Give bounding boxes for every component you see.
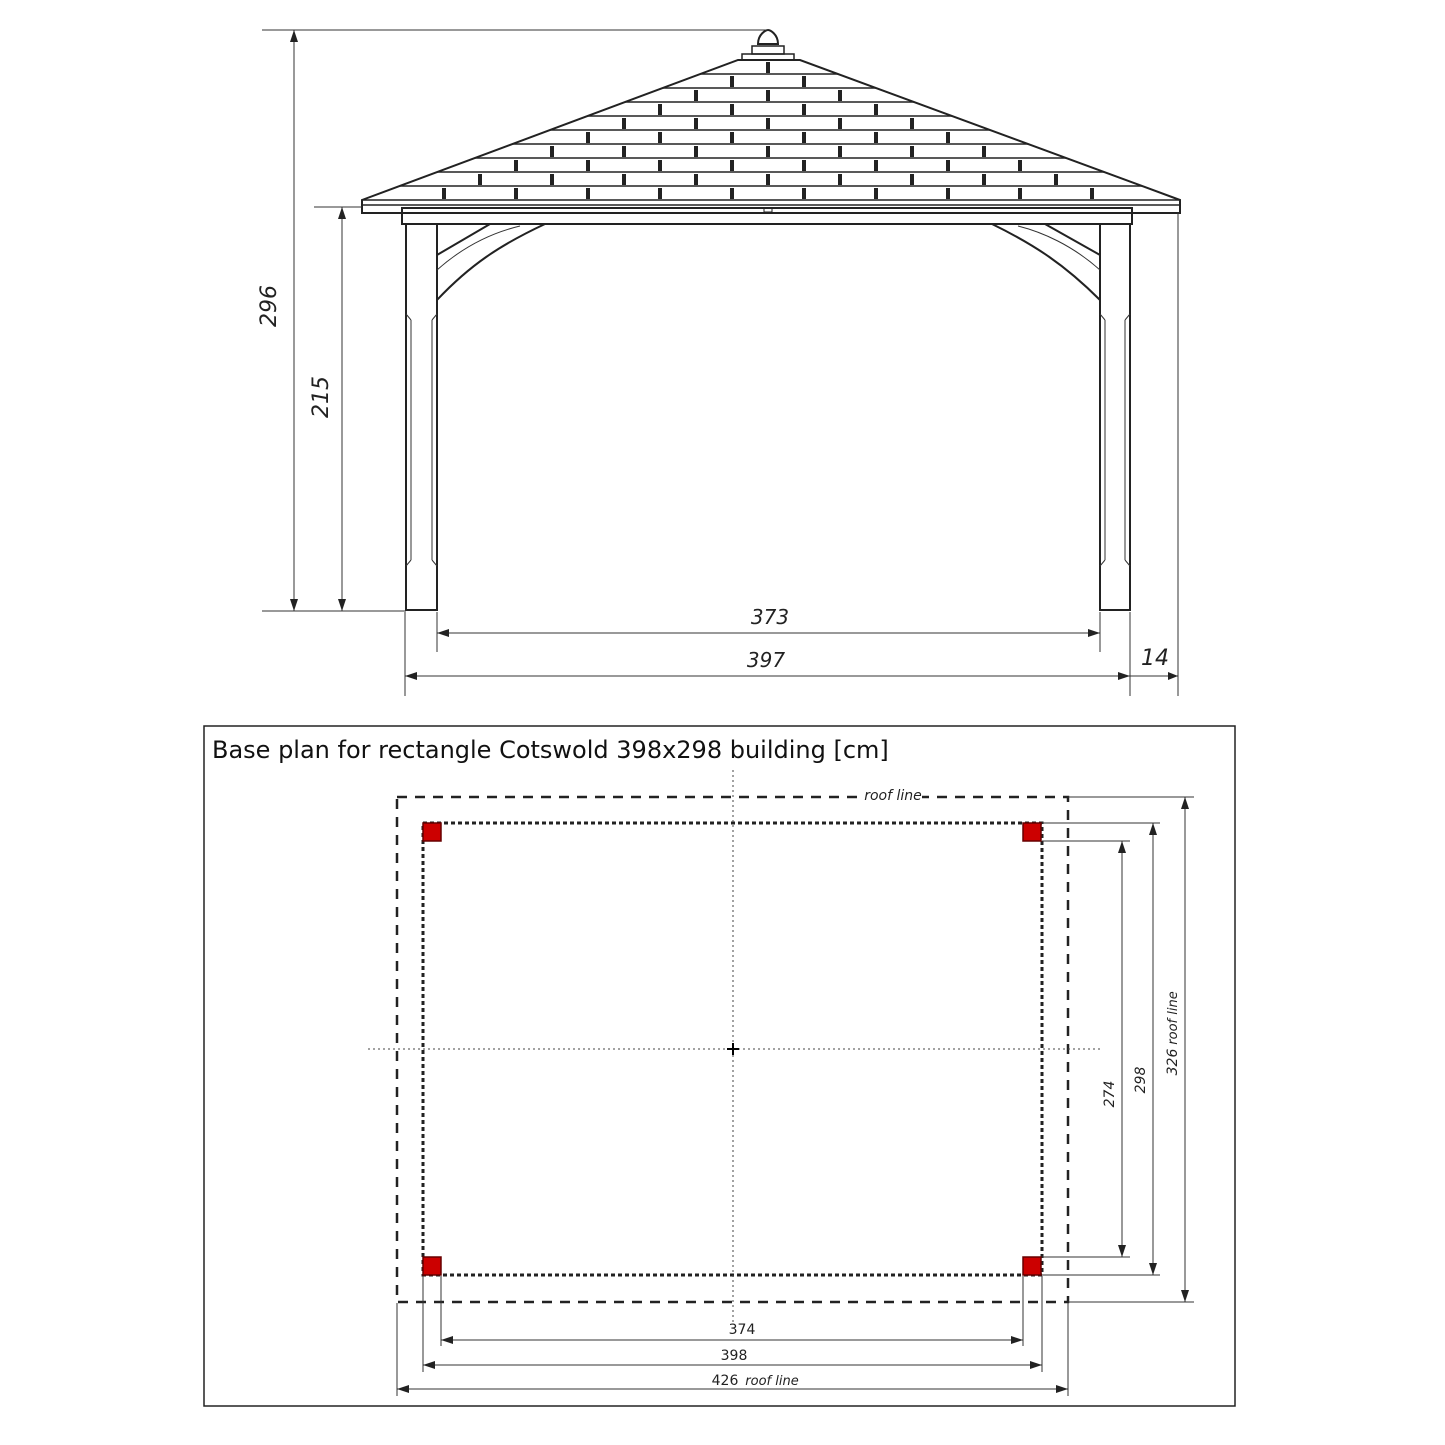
elevation-view [257,30,1180,696]
shingle-joint [838,174,842,185]
post-top-left [423,823,441,841]
post-top-right [1023,823,1041,841]
shingle-joint [910,174,914,185]
eaves-beam [402,208,1132,224]
shingle-joint [946,132,950,143]
shingle-joint [658,188,662,199]
left-post [406,224,437,610]
shingle-joint [946,160,950,171]
shingle-joint [694,174,698,185]
shingle-joint [694,90,698,101]
shingle-joint [910,118,914,129]
shingle-joint [874,132,878,143]
overall-height-label: 296 [257,285,282,327]
shingle-joint [874,188,878,199]
shingle-joint [730,132,734,143]
dimension-eaves-height [309,207,362,611]
plan-398-label: 398 [720,1348,748,1364]
roof-shingles [362,62,1180,200]
eaves-height-label: 215 [309,376,334,418]
post-bottom-left [423,1257,441,1275]
shingle-joint [586,160,590,171]
plan-326-roof-line-label: roof line [1166,991,1181,1045]
shingle-joint [874,160,878,171]
shingle-joint [766,90,770,101]
shingle-joint [766,174,770,185]
shingle-joint [982,146,986,157]
dimension-inner-span [437,605,1100,652]
shingle-joint [478,174,482,185]
plan-title: Base plan for rectangle Cotswold 398x298 building [cm] [212,736,889,764]
shingle-joint [802,104,806,115]
plan-frame [204,726,1235,1406]
shingle-joint [622,174,626,185]
shingle-joint [730,104,734,115]
finial-icon [742,30,794,60]
dimension-plan-326 [1068,797,1194,1302]
plan-274-label: 274 [1102,1080,1118,1108]
shingle-joint [514,160,518,171]
shingle-joint [658,160,662,171]
plan-426-roof-line-label: roof line [745,1374,799,1389]
shingle-joint [1090,188,1094,199]
plan-374-label: 374 [728,1322,756,1338]
shingle-joint [694,118,698,129]
plan-326-label: 326 [1165,1048,1181,1076]
shingle-joint [658,104,662,115]
shingle-joint [514,188,518,199]
shingle-joint [766,62,770,73]
dimension-plan-274 [1042,841,1130,1257]
dimension-overall-height [257,30,768,611]
shingle-joint [730,188,734,199]
roof-line-top-label: roof line [864,788,922,804]
shingle-joint [442,188,446,199]
shingle-joint [802,188,806,199]
shingle-joint [874,104,878,115]
shingle-joint [766,146,770,157]
shingle-joint [622,146,626,157]
shingle-joint [622,118,626,129]
roof [362,60,1180,213]
shingle-joint [838,90,842,101]
shingle-joint [982,174,986,185]
inner-span-label: 373 [750,605,790,629]
shingle-joint [1054,174,1058,185]
base-plan [204,726,1235,1406]
shingle-joint [802,132,806,143]
shingle-joint [730,76,734,87]
shingle-joint [838,118,842,129]
shingle-joint [586,132,590,143]
shingle-joint [946,188,950,199]
post-bottom-right [1023,1257,1041,1275]
dimension-plan-374 [441,1276,1023,1346]
shingle-joint [550,174,554,185]
shingle-joint [838,146,842,157]
outer-span-label: 397 [746,648,786,672]
overhang-label: 14 [1141,646,1169,671]
plan-426-label: 426 [711,1373,739,1389]
dimension-outer-span [405,212,1178,696]
shingle-joint [910,146,914,157]
center-mark-icon [727,1043,739,1055]
shingle-joint [766,118,770,129]
shingle-joint [694,146,698,157]
shingle-joint [550,146,554,157]
shingle-joint [658,132,662,143]
shingle-joint [730,160,734,171]
shingle-joint [802,76,806,87]
shingle-joint [1018,160,1022,171]
right-post [1100,224,1130,610]
shingle-joint [586,188,590,199]
shingle-joint [802,160,806,171]
plan-298-label: 298 [1133,1066,1149,1094]
shingle-joint [1018,188,1022,199]
